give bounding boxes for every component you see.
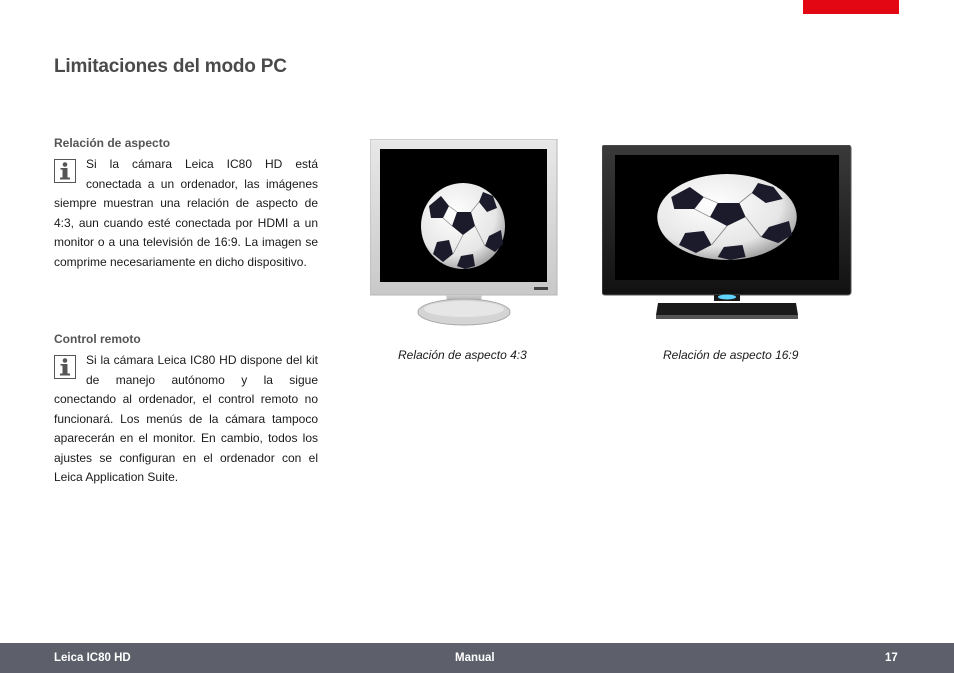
section-remote-control [54,332,318,488]
page-title: Limitaciones del modo PC [54,56,287,77]
section-heading: Relación de aspecto [54,136,171,150]
footer-bar [0,643,954,673]
section-body: Si la cámara Leica IC80 HD está conectada a un ordenador, las imágenes siempre muestran una relación de aspecto de 4:3, aun cuando esté conectada por HDMI a un monitor o a una televisión de 16:9. La imagen se comprime necesariamente en dicho dispositivo. [54,157,318,269]
figure-caption-4-3: Relación de aspecto 4:3 [398,348,527,362]
figure-caption-16-9: Relación de aspecto 16:9 [663,348,799,362]
footer-page-number: 17 [885,652,898,664]
footer-product: Leica IC80 HD [54,652,131,664]
info-icon [54,159,76,183]
red-accent-tab [803,0,899,14]
section-heading: Control remoto [54,332,141,346]
section-aspect-ratio [54,136,318,272]
section-body: Si la cámara Leica IC80 HD dispone del kit de manejo autónomo y la sigue conectando al ordenador, el control remoto no funcionará. Los menús de la cámara tampoco aparecerán en el monitor. En cambio, todos los ajustes se configuran en el ordenador con el Leica Application Suite. [54,353,318,484]
info-icon [54,355,76,379]
footer-doc-type: Manual [455,652,495,664]
monitor-4-3-image [370,139,558,332]
tv-16-9-image [602,145,852,326]
